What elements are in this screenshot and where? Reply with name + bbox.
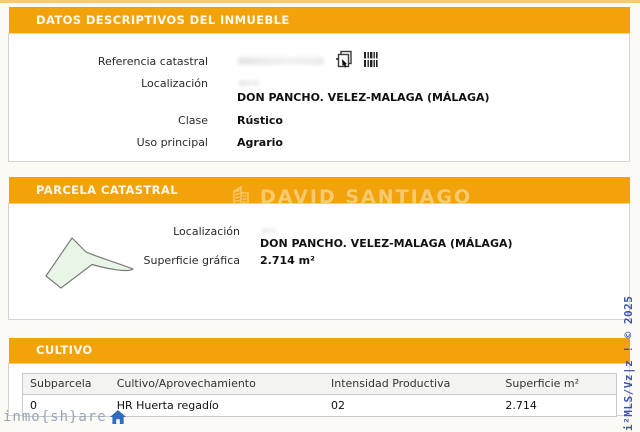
- referencia-catastral-label: Referencia catastral: [97, 55, 208, 68]
- copy-icon[interactable]: [336, 50, 355, 72]
- parcela-title: PARCELA CATASTRAL: [36, 183, 178, 197]
- top-accent-strip: [0, 0, 640, 3]
- section-header-inmueble: DATOS DESCRIPTIVOS DEL INMUEBLE: [9, 7, 630, 33]
- superficie-grafica-value: 2.714 m²: [260, 254, 315, 267]
- section-header-cultivo: CULTIVO: [9, 338, 630, 363]
- building-icon: [227, 185, 253, 203]
- house-icon: [110, 410, 126, 424]
- cell-subparcela: 0: [30, 399, 37, 412]
- redacted-referencia-value: [238, 57, 324, 65]
- cell-superficie: 2.714: [505, 399, 537, 412]
- uso-principal-value: Agrario: [237, 136, 283, 149]
- side-watermark: i²MLS/Vz|z ! © 2025: [622, 295, 635, 431]
- col-header-superficie: Superficie m²: [505, 377, 580, 390]
- agency-watermark: [227, 184, 472, 203]
- localizacion-label: Localización: [141, 77, 208, 90]
- col-header-cultivo: Cultivo/Aprovechamiento: [116, 377, 256, 390]
- barcode-icon[interactable]: [363, 51, 378, 71]
- inmoshare-logo: [3, 409, 126, 425]
- redacted-parcela-localizacion: [262, 228, 276, 233]
- clase-label: Clase: [178, 114, 208, 127]
- localizacion-value: DON PANCHO. VELEZ-MALAGA (MÁLAGA): [237, 91, 490, 104]
- inmoshare-logo-text: inmo{sh}are: [3, 409, 107, 425]
- cell-cultivo: HR Huerta regadío: [116, 399, 219, 412]
- cultivo-table-header-row: [23, 374, 616, 395]
- col-header-subparcela: Subparcela: [30, 377, 92, 390]
- section-header-parcela: [9, 177, 630, 203]
- redacted-localizacion-value: [239, 80, 259, 86]
- cell-intensidad: 02: [330, 399, 345, 412]
- clase-value: Rústico: [237, 114, 283, 127]
- col-header-intensidad: Intensidad Productiva: [330, 377, 451, 390]
- superficie-grafica-label: Superficie gráfica: [143, 254, 240, 267]
- parcela-localizacion-label: Localización: [173, 225, 240, 238]
- uso-principal-label: Uso principal: [136, 136, 208, 149]
- agency-watermark-text: DAVID SANTIAGO: [260, 186, 473, 203]
- parcela-localizacion-value: DON PANCHO. VELEZ-MALAGA (MÁLAGA): [260, 237, 513, 250]
